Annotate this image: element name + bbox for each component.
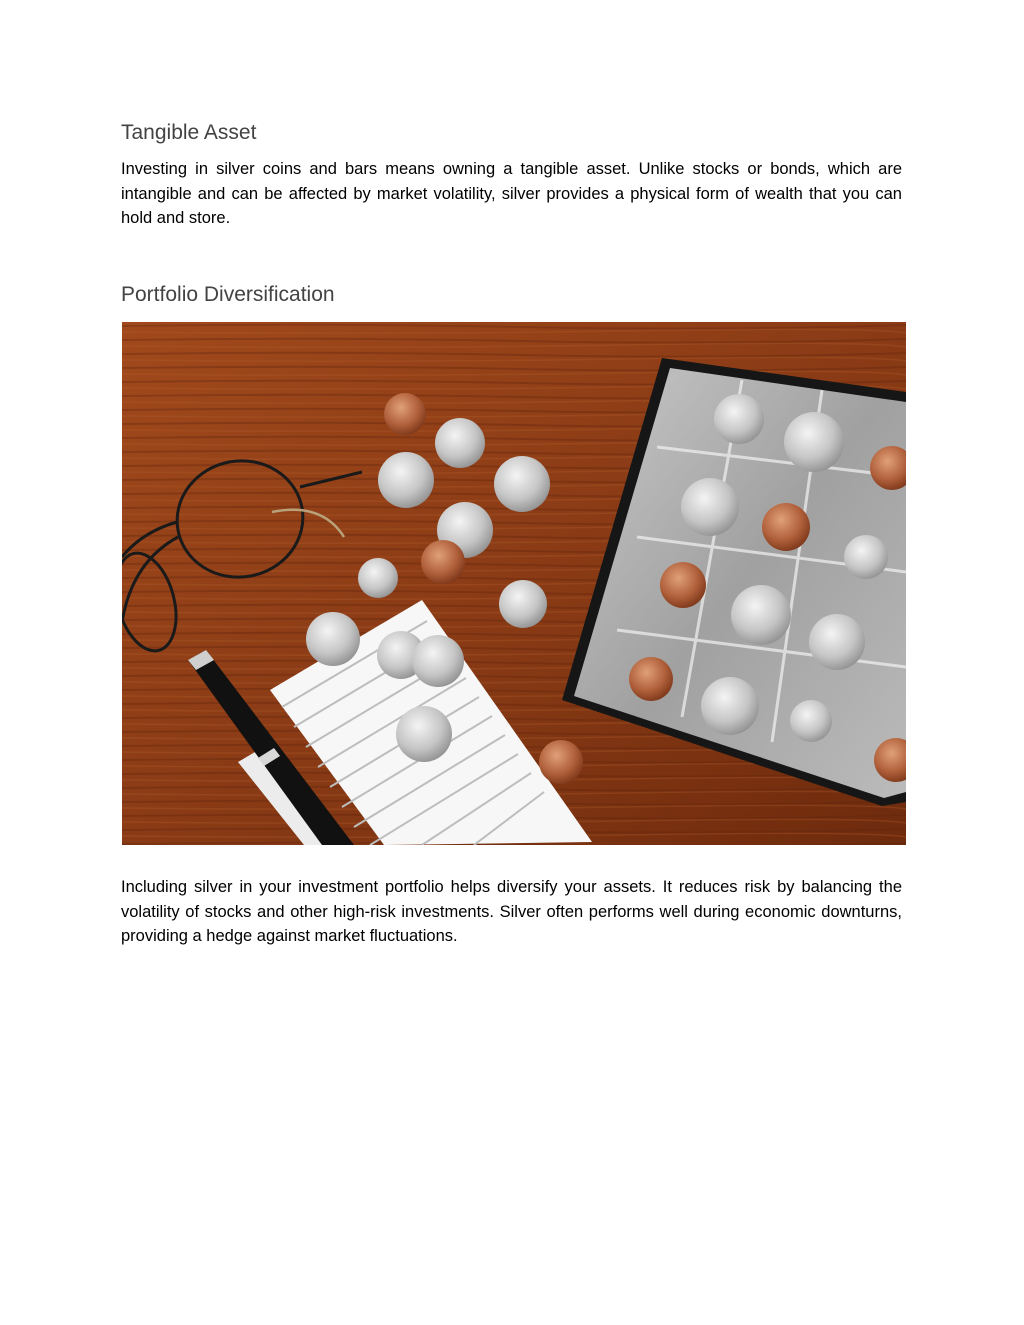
section-heading-portfolio-diversification: Portfolio Diversification [121, 283, 335, 306]
section-body-portfolio-diversification: Including silver in your investment portfolio helps diversify your assets. It reduces risk by balancing the volatility of stocks and other high-risk investments. Silver often performs well during economic downturns, providing a hedge against market fluctuations. [121, 878, 902, 945]
section-heading-tangible-asset: Tangible Asset [121, 121, 257, 144]
coins-on-desk-photo [122, 322, 906, 845]
section-body-tangible-asset: Investing in silver coins and bars means owning a tangible asset. Unlike stocks or bonds, which are intangible and can be affected by market volatility, silver provides a physical form of wealth that you can hold and store. [121, 160, 902, 227]
